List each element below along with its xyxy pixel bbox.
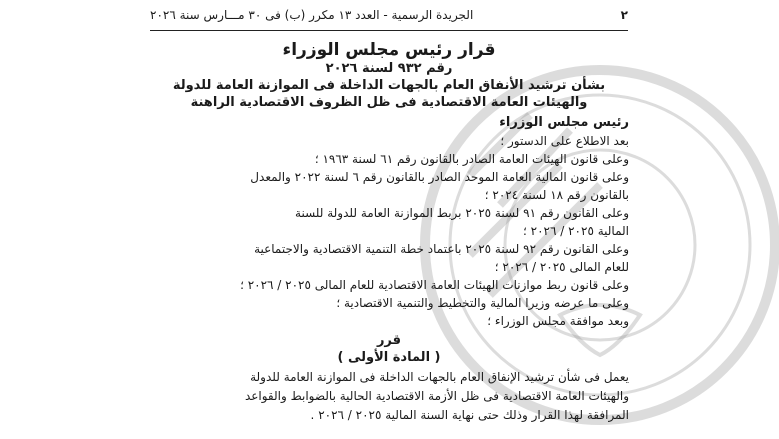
preamble-line: بالقانون رقم ١٨ لسنة ٢٠٢٤ ؛ bbox=[484, 188, 629, 202]
preamble-line: للعام المالى ٢٠٢٥ / ٢٠٢٦ ؛ bbox=[494, 260, 629, 274]
preamble-line: وبعد موافقة مجلس الوزراء ؛ bbox=[487, 314, 629, 328]
decree-number: رقم ٩٣٢ لسنة ٢٠٢٦ bbox=[325, 61, 453, 76]
preamble-line: وعلى قانون ربط موازنات الهيئات العامة الاقتصادية للعام المالى ٢٠٢٥ / ٢٠٢٦ ؛ bbox=[240, 278, 629, 292]
decree-issuer: رئيس مجلس الوزراء bbox=[499, 115, 629, 130]
preamble-line: وعلى القانون رقم ٩٢ لسنة ٢٠٢٥ باعتماد خطة التنمية الاقتصادية والاجتماعية bbox=[254, 242, 629, 256]
preamble-line: بعد الاطلاع على الدستور ؛ bbox=[500, 134, 629, 148]
preamble-line: المالية ٢٠٢٥ / ٢٠٢٦ ؛ bbox=[523, 224, 629, 238]
decree-subject-line-1: بشأن ترشيد الأنفاق العام بالجهات الداخلة فى الموازنة العامة للدولة bbox=[172, 78, 606, 93]
article-text-line: يعمل فى شأن ترشيد الإنفاق العام بالجهات الداخلة فى الموازنة العامة للدولة bbox=[250, 370, 629, 384]
article-heading: ( المادة الأولى ) bbox=[337, 350, 441, 365]
gazette-issue-info: الجريدة الرسمية - العدد ١٣ مكرر (ب) فى ٣٠ مـــارس سنة ٢٠٢٦ bbox=[150, 8, 474, 22]
preamble-line: وعلى قانون المالية العامة الموحد الصادر بالقانون رقم ٦ لسنة ٢٠٢٢ والمعدل bbox=[250, 170, 629, 184]
article-text-line: المرافقة لهذا القرار وذلك حتى نهاية السنة المالية ٢٠٢٥ / ٢٠٢٦ . bbox=[310, 408, 629, 422]
preamble-line: وعلى ما عرضه وزيرا المالية والتخطيط والتنمية الاقتصادية ؛ bbox=[336, 296, 629, 310]
preamble-line: وعلى قانون الهيئات العامة الصادر بالقانون رقم ٦١ لسنة ١٩٦٣ ؛ bbox=[314, 152, 629, 166]
decree-subject-line-2: والهيئات العامة الاقتصادية فى ظل الظروف الاقتصادية الراهنة bbox=[190, 95, 588, 110]
article-text-line: والهيئات العامة الاقتصادية فى ظل الأزمة الاقتصادية الحالية بالضوابط والقواعد bbox=[244, 389, 629, 403]
header-divider bbox=[150, 30, 628, 31]
preamble-line: وعلى القانون رقم ٩١ لسنة ٢٠٢٥ بربط الموازنة العامة للدولة للسنة bbox=[295, 206, 629, 220]
page-number: ٢ bbox=[620, 8, 628, 22]
gazette-header bbox=[150, 8, 628, 22]
decree-title: قرار رئيس مجلس الوزراء bbox=[282, 40, 496, 60]
decision-heading: قرر bbox=[376, 333, 402, 348]
